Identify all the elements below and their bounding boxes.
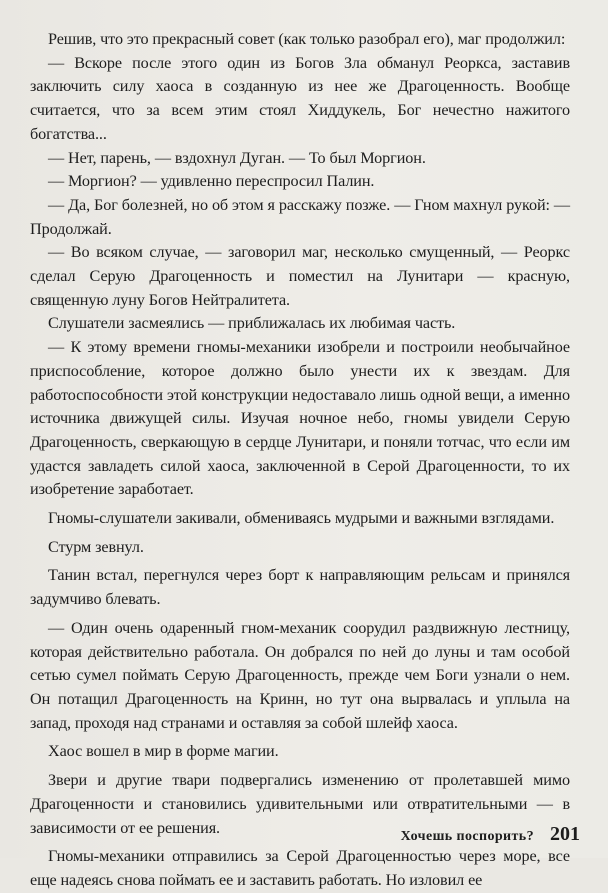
paragraph: — Нет, парень, — вздохнул Дуган. — То был Моргион.	[48, 148, 426, 167]
page-footer	[401, 823, 580, 846]
paragraph: — Один очень одаренный гном-механик соорудил раздвижную лестницу, которая действительно работала. Он добрался по ней до луны и там особой сетью сумел поймать Серую Драгоценность, прежде чем Боги узнали о нем. Он потащил Драгоценность на Кринн, но тут она вырвалась и уплыла на запад, проходя над странами и оставляя за собой шлейф хаоса.	[30, 618, 570, 732]
paragraph: Стурм зевнул.	[48, 537, 144, 556]
paragraph: Танин встал, перегнулся через борт к направляющим рельсам и принялся задумчиво блевать.	[30, 566, 570, 609]
paragraph: Хаос вошел в мир в форме магии.	[48, 742, 279, 761]
paragraph: — Вскоре после этого один из Богов Зла обманул Реоркса, заставив заключить силу хаоса в созданную из нее же Драгоценность. Вообще считается, что за всем этим стоял Хиддукель, Бог нечестно нажитого богатства...	[30, 53, 570, 143]
paragraph: Слушатели засмеялись — приближалась их любимая часть.	[48, 314, 456, 333]
paragraph: — Во всяком случае, — заговорил маг, несколько смущенный, — Реоркс сделал Серую Драгоценность и поместил на Лунитари — красную, священную луну Богов Нейтралитета.	[30, 243, 570, 309]
paragraph: — К этому времени гномы-механики изобрели и построили необычайное приспособление, которое должно было унести их к звездам. Для работоспособности этой конструкции недоставало лишь одной вещи, а именно источника движущей силы. Изучая ночное небо, гномы увидели Серую Драгоценность, сверкающую в сердце Лунитари, и поняли тотчас, что если им удастся завладеть силой хаоса, заключенной в Серой Драгоценности, то их изобретение заработает.	[30, 338, 570, 499]
body-text	[30, 28, 570, 893]
paragraph: — Да, Бог болезней, но об этом я расскажу позже. — Гном махнул рукой: — Продолжай.	[30, 195, 570, 238]
paragraph: Звери и другие твари подвергались изменению от пролетавшей мимо Драгоценности и становились удивительными или отвратительными — в зависимости от ее решения.	[30, 771, 570, 837]
paragraph: Решив, что это прекрасный совет (как только разобрал его), маг продолжил:	[48, 30, 566, 48]
running-title: Хочешь поспорить?	[400, 829, 534, 844]
paragraph: Гномы-слушатели закивали, обмениваясь мудрыми и важными взглядами.	[48, 509, 555, 528]
paragraph: Гномы-механики отправились за Серой Драгоценностью через море, все еще надеясь снова поймать ее и заставить работать. Но изловил ее	[30, 847, 570, 889]
paragraph: — Моргион? — удивленно переспросил Палин.	[48, 172, 375, 191]
page-number: 201	[550, 823, 580, 845]
